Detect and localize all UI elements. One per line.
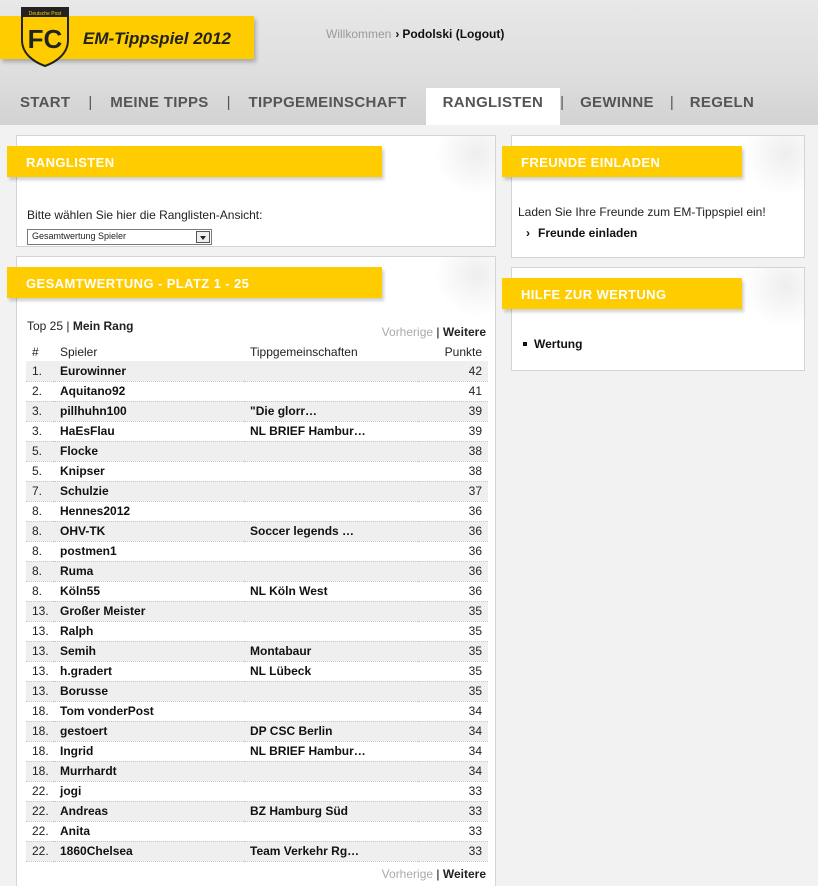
table-row [26, 521, 488, 541]
nav-separator: | [226, 94, 231, 111]
table-row [26, 641, 488, 661]
points-cell: 36 [418, 501, 488, 521]
player-link[interactable]: Ruma [54, 561, 244, 581]
rank-cell: 8. [26, 521, 54, 541]
username: Podolski [402, 27, 453, 41]
player-link[interactable]: Borusse [54, 681, 244, 701]
ranglisten-title: RANGLISTEN [7, 146, 382, 177]
player-link[interactable]: HaEsFlau [54, 421, 244, 441]
player-link[interactable]: Großer Meister [54, 601, 244, 621]
prev-link: Vorherige [381, 867, 434, 881]
points-cell: 42 [418, 361, 488, 381]
group-link[interactable] [244, 441, 418, 461]
points-cell: 33 [418, 781, 488, 801]
pager-top [382, 325, 486, 339]
table-row [26, 741, 488, 761]
content-area [0, 125, 818, 886]
player-link[interactable]: 1860Chelsea [54, 841, 244, 861]
gesamtwertung-title: GESAMTWERTUNG - PLATZ 1 - 25 [7, 267, 382, 298]
player-link[interactable]: Semih [54, 641, 244, 661]
points-cell: 38 [418, 461, 488, 481]
wertung-label: Wertung [534, 337, 583, 351]
rank-cell: 7. [26, 481, 54, 501]
table-row [26, 501, 488, 521]
player-link[interactable]: Murrhardt [54, 761, 244, 781]
group-link[interactable]: Montabaur [244, 641, 418, 661]
group-link[interactable] [244, 481, 418, 501]
rank-cell: 22. [26, 781, 54, 801]
rank-cell: 13. [26, 661, 54, 681]
welcome-bar [326, 27, 504, 41]
points-cell: 34 [418, 741, 488, 761]
player-link[interactable]: Aquitano92 [54, 381, 244, 401]
table-row [26, 721, 488, 741]
invite-text: Laden Sie Ihre Freunde zum EM-Tippspiel ein! [518, 205, 766, 219]
points-cell: 41 [418, 381, 488, 401]
bullet-icon [523, 342, 527, 346]
points-cell: 35 [418, 601, 488, 621]
player-link[interactable]: Köln55 [54, 581, 244, 601]
group-link[interactable] [244, 381, 418, 401]
group-link[interactable] [244, 701, 418, 721]
table-row [26, 581, 488, 601]
player-link[interactable]: Eurowinner [54, 361, 244, 381]
rank-cell: 18. [26, 741, 54, 761]
player-link[interactable]: Schulzie [54, 481, 244, 501]
player-link[interactable]: Knipser [54, 461, 244, 481]
prev-link: Vorherige [381, 325, 434, 339]
points-cell: 34 [418, 761, 488, 781]
player-link[interactable]: Andreas [54, 801, 244, 821]
nav-separator: | [88, 94, 93, 111]
table-row [26, 381, 488, 401]
group-link[interactable] [244, 761, 418, 781]
player-link[interactable]: Tom vonderPost [54, 701, 244, 721]
rank-cell: 3. [26, 421, 54, 441]
points-cell: 36 [418, 521, 488, 541]
rank-cell: 8. [26, 561, 54, 581]
group-link[interactable] [244, 501, 418, 521]
points-cell: 39 [418, 421, 488, 441]
table-row [26, 761, 488, 781]
col-points: Punkte [444, 345, 482, 359]
ranking-table [26, 343, 488, 862]
rank-cell: 2. [26, 381, 54, 401]
nav-regeln[interactable]: REGELN [689, 94, 755, 111]
logo-text: FC [27, 24, 63, 54]
next-link[interactable]: Weitere [442, 325, 486, 339]
ranglisten-box [16, 135, 496, 247]
rank-cell: 18. [26, 721, 54, 741]
table-row [26, 661, 488, 681]
freunde-title: FREUNDE EINLADEN [502, 146, 742, 177]
nav-gewinne[interactable]: GEWINNE [580, 94, 654, 111]
col-player: Spieler [60, 345, 98, 359]
rank-cell: 13. [26, 621, 54, 641]
pager-separator: | [436, 325, 440, 339]
group-link[interactable]: BZ Hamburg Süd [244, 801, 418, 821]
group-link[interactable]: Team Verkehr Rg… [244, 841, 418, 861]
points-cell: 37 [418, 481, 488, 501]
points-cell: 36 [418, 561, 488, 581]
table-header [26, 343, 488, 361]
rank-cell: 13. [26, 681, 54, 701]
nav-ranglisten[interactable]: RANGLISTEN [426, 88, 561, 125]
points-cell: 33 [418, 841, 488, 861]
group-link[interactable] [244, 461, 418, 481]
table-row [26, 401, 488, 421]
ranglisten-prompt: Bitte wählen Sie hier die Ranglisten-Ansicht: [27, 208, 263, 222]
player-link[interactable]: Ralph [54, 621, 244, 641]
table-row [26, 441, 488, 461]
pager-bottom [382, 867, 486, 881]
player-link[interactable]: Flocke [54, 441, 244, 461]
rank-cell: 8. [26, 501, 54, 521]
table-row [26, 841, 488, 861]
group-link[interactable] [244, 621, 418, 641]
group-link[interactable]: NL BRIEF Hambur… [244, 741, 418, 761]
player-link[interactable]: postmen1 [54, 541, 244, 561]
rank-cell: 8. [26, 581, 54, 601]
nav-tippgemeinschaft[interactable]: TIPPGEMEINSCHAFT [248, 94, 407, 111]
view-toggle [27, 319, 134, 333]
logout-link[interactable]: (Logout) [455, 27, 505, 41]
group-link[interactable]: NL BRIEF Hambur… [244, 421, 418, 441]
table-row [26, 421, 488, 441]
mein-rang-link[interactable]: Mein Rang [72, 319, 134, 333]
group-link[interactable] [244, 541, 418, 561]
player-link[interactable]: gestoert [54, 721, 244, 741]
table-row [26, 621, 488, 641]
points-cell: 39 [418, 401, 488, 421]
points-cell: 35 [418, 681, 488, 701]
wertung-link[interactable] [523, 337, 582, 351]
rank-cell: 1. [26, 361, 54, 381]
rank-cell: 5. [26, 461, 54, 481]
table-row [26, 481, 488, 501]
rank-cell: 22. [26, 801, 54, 821]
player-link[interactable]: Anita [54, 821, 244, 841]
player-link[interactable]: Ingrid [54, 741, 244, 761]
rank-cell: 13. [26, 601, 54, 621]
gesamtwertung-box [16, 256, 496, 886]
group-link[interactable] [244, 561, 418, 581]
ranglisten-select[interactable] [27, 229, 212, 245]
chevron-right-icon: › [526, 226, 530, 240]
group-link[interactable]: NL Lübeck [244, 661, 418, 681]
player-link[interactable]: h.gradert [54, 661, 244, 681]
points-cell: 33 [418, 821, 488, 841]
group-link[interactable] [244, 781, 418, 801]
table-row [26, 821, 488, 841]
table-row [26, 561, 488, 581]
table-row [26, 461, 488, 481]
view-separator: | [66, 319, 70, 333]
rank-cell: 5. [26, 441, 54, 461]
rank-cell: 3. [26, 401, 54, 421]
group-link[interactable] [244, 681, 418, 701]
app-title: EM-Tippspiel 2012 [83, 29, 232, 48]
player-link[interactable]: pillhuhn100 [54, 401, 244, 421]
chevron-down-icon[interactable] [196, 231, 210, 243]
rank-cell: 18. [26, 761, 54, 781]
select-value: Gesamtwertung Spieler [32, 231, 127, 241]
next-link[interactable]: Weitere [442, 867, 486, 881]
pager-separator: | [436, 867, 440, 881]
table-row [26, 681, 488, 701]
rank-cell: 8. [26, 541, 54, 561]
freunde-box [511, 135, 805, 258]
rank-cell: 18. [26, 701, 54, 721]
table-row [26, 361, 488, 381]
group-link[interactable] [244, 361, 418, 381]
rank-cell: 22. [26, 821, 54, 841]
main-nav [0, 88, 818, 125]
col-groups: Tippgemeinschaften [250, 345, 358, 359]
player-link[interactable]: Hennes2012 [54, 501, 244, 521]
hilfe-title: HILFE ZUR WERTUNG [502, 278, 742, 309]
group-link[interactable]: Soccer legends … [244, 521, 418, 541]
points-cell: 38 [418, 441, 488, 461]
logo-caption: Deutsche Post [28, 11, 62, 17]
group-link[interactable] [244, 821, 418, 841]
rank-cell: 22. [26, 841, 54, 861]
table-row [26, 781, 488, 801]
fc-logo-icon[interactable] [20, 6, 70, 68]
group-link[interactable]: "Die glorr… [244, 401, 418, 421]
nav-start[interactable]: START [20, 94, 71, 111]
rank-cell: 13. [26, 641, 54, 661]
freunde-einladen-label: Freunde einladen [538, 226, 638, 240]
col-rank: # [32, 345, 39, 359]
points-cell: 35 [418, 641, 488, 661]
table-row [26, 801, 488, 821]
hilfe-box [511, 267, 805, 371]
top25-link[interactable]: Top 25 [27, 319, 64, 333]
chevron-right-icon: › [395, 27, 400, 41]
player-link[interactable]: jogi [54, 781, 244, 801]
table-row [26, 701, 488, 721]
group-link[interactable] [244, 601, 418, 621]
page-header [0, 0, 818, 125]
nav-separator: | [560, 94, 565, 111]
points-cell: 34 [418, 701, 488, 721]
table-row [26, 541, 488, 561]
group-link[interactable]: NL Köln West [244, 581, 418, 601]
points-cell: 34 [418, 721, 488, 741]
freunde-einladen-link[interactable] [526, 226, 637, 240]
points-cell: 35 [418, 661, 488, 681]
table-row [26, 601, 488, 621]
welcome-text: Willkommen [326, 27, 392, 41]
points-cell: 33 [418, 801, 488, 821]
points-cell: 35 [418, 621, 488, 641]
points-cell: 36 [418, 541, 488, 561]
nav-separator: | [669, 94, 674, 111]
points-cell: 36 [418, 581, 488, 601]
nav-meine-tipps[interactable]: MEINE TIPPS [110, 94, 209, 111]
player-link[interactable]: OHV-TK [54, 521, 244, 541]
group-link[interactable]: DP CSC Berlin [244, 721, 418, 741]
